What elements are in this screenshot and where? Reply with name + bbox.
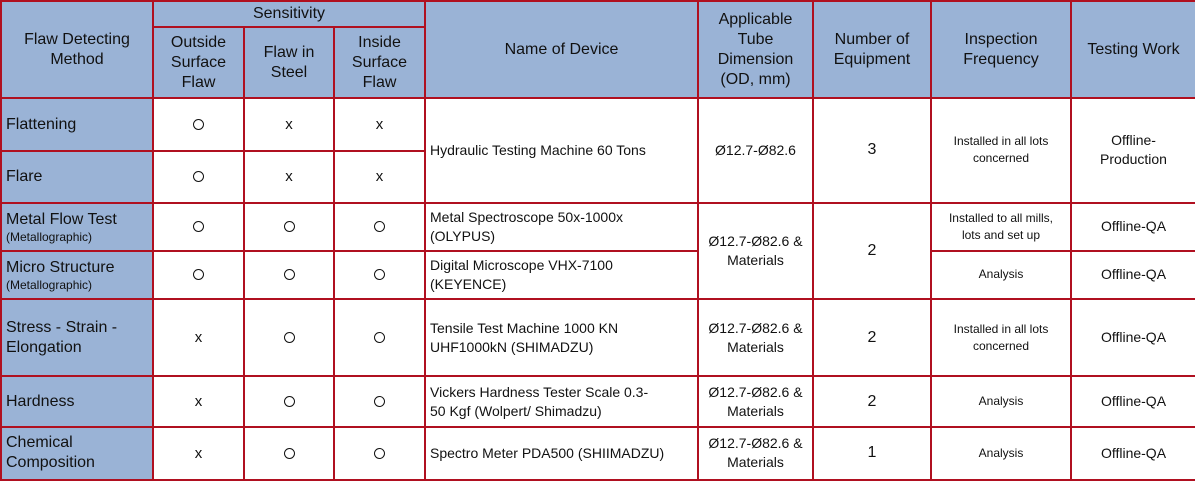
mark-cell [153,151,244,202]
testing-work: Offline-QA [1071,376,1195,426]
device-name: Metal Spectroscope 50x-1000x (OLYPUS) [425,203,698,251]
device-name: Hydraulic Testing Machine 60 Tons [425,98,698,203]
header-flaw-in-steel: Flaw in Steel [244,27,334,98]
inspection-frequency: Analysis [931,376,1071,426]
mark-cell [334,427,425,480]
mark-cell [244,376,334,426]
inspection-frequency: Analysis [931,427,1071,480]
method-label: Hardness [6,392,75,410]
method-cell [1,151,153,202]
table-row [1,98,1195,151]
mark-cell [244,299,334,376]
table-row [1,376,1195,426]
circle-mark-icon [193,119,204,130]
inspection-frequency: Installed in all lots concerned [931,98,1071,203]
equipment-count: 2 [813,299,931,376]
cross-mark-icon: x [375,115,384,133]
method-cell [1,98,153,151]
method-cell [1,376,153,426]
mark-cell [244,151,334,202]
header-sensitivity: Sensitivity [153,1,425,27]
mark-cell [153,251,244,299]
table-row [1,299,1195,376]
device-name: Tensile Test Machine 1000 KN UHF1000kN (SHIMADZU) [425,299,698,376]
method-label: Metal Flow Test [6,210,117,228]
circle-mark-icon [284,269,295,280]
header-frequency: Inspection Frequency [931,1,1071,98]
circle-mark-icon [374,448,385,459]
method-sublabel: (Metallographic) [6,277,93,292]
method-label: Flattening [6,115,77,133]
mark-cell [153,427,244,480]
mark-cell [153,376,244,426]
cross-mark-icon: x [285,115,293,133]
method-cell [1,427,153,480]
method-label: Stress - Strain - Elongation [6,318,118,356]
cross-mark-icon: x [375,168,384,186]
device-name: Digital Microscope VHX-7100 (KEYENCE) [425,251,698,299]
method-sublabel: (Metallographic) [6,229,93,244]
testing-work: Offline-QA [1071,251,1195,299]
circle-mark-icon [284,332,295,343]
circle-mark-icon [374,269,385,280]
circle-mark-icon [284,448,295,459]
tube-dimension: Ø12.7-Ø82.6 & Materials [698,376,813,426]
header-outside-surface-flaw: Outside Surface Flaw [153,27,244,98]
equipment-count: 1 [813,427,931,480]
testing-work: Offline-QA [1071,203,1195,251]
mark-cell [153,98,244,151]
mark-cell [244,251,334,299]
method-label: Micro Structure [6,258,115,276]
tube-dimension: Ø12.7-Ø82.6 & Materials [698,427,813,480]
header-device: Name of Device [425,1,698,98]
circle-mark-icon [374,396,385,407]
circle-mark-icon [284,396,295,407]
circle-mark-icon [193,221,204,232]
circle-mark-icon [193,269,204,280]
inspection-frequency: Analysis [931,251,1071,299]
tube-dimension: Ø12.7-Ø82.6 & Materials [698,203,813,300]
method-label: Flare [6,167,43,185]
header-inside-surface-flaw: Inside Surface Flaw [334,27,425,98]
header-dimension: Applicable Tube Dimension (OD, mm) [698,1,813,98]
testing-work: Offline-QA [1071,427,1195,480]
device-name: Vickers Hardness Tester Scale 0.3- 50 Kgf (Wolpert/ Shimadzu) [425,376,698,426]
mark-cell [153,299,244,376]
testing-work: Offline-QA [1071,299,1195,376]
equipment-count: 2 [813,376,931,426]
cross-mark-icon: x [194,392,203,410]
mark-cell [244,203,334,251]
mark-cell [334,151,425,202]
mark-cell [334,203,425,251]
device-name: Spectro Meter PDA500 (SHIIMADZU) [425,427,698,480]
header-method: Flaw Detecting Method [1,1,153,98]
equipment-count: 3 [813,98,931,203]
cross-mark-icon: x [194,328,203,346]
method-cell [1,299,153,376]
circle-mark-icon [374,221,385,232]
method-cell [1,203,153,251]
inspection-frequency: Installed to all mills, lots and set up [931,203,1071,251]
mark-cell [334,299,425,376]
testing-work: Offline- Production [1071,98,1195,203]
tube-dimension: Ø12.7-Ø82.6 & Materials [698,299,813,376]
circle-mark-icon [284,221,295,232]
tube-dimension: Ø12.7-Ø82.6 [698,98,813,203]
method-cell [1,251,153,299]
equipment-count: 2 [813,203,931,300]
table-row [1,427,1195,480]
mark-cell [244,98,334,151]
table-row [1,203,1195,251]
circle-mark-icon [374,332,385,343]
header-equipment: Number of Equipment [813,1,931,98]
mark-cell [334,251,425,299]
method-label: Chemical Composition [6,434,95,472]
mark-cell [244,427,334,480]
header-work: Testing Work [1071,1,1195,98]
mark-cell [153,203,244,251]
table-row [1,251,1195,299]
cross-mark-icon: x [285,168,293,186]
circle-mark-icon [193,171,204,182]
mark-cell [334,376,425,426]
inspection-frequency: Installed in all lots concerned [931,299,1071,376]
mark-cell [334,98,425,151]
cross-mark-icon: x [194,444,203,462]
